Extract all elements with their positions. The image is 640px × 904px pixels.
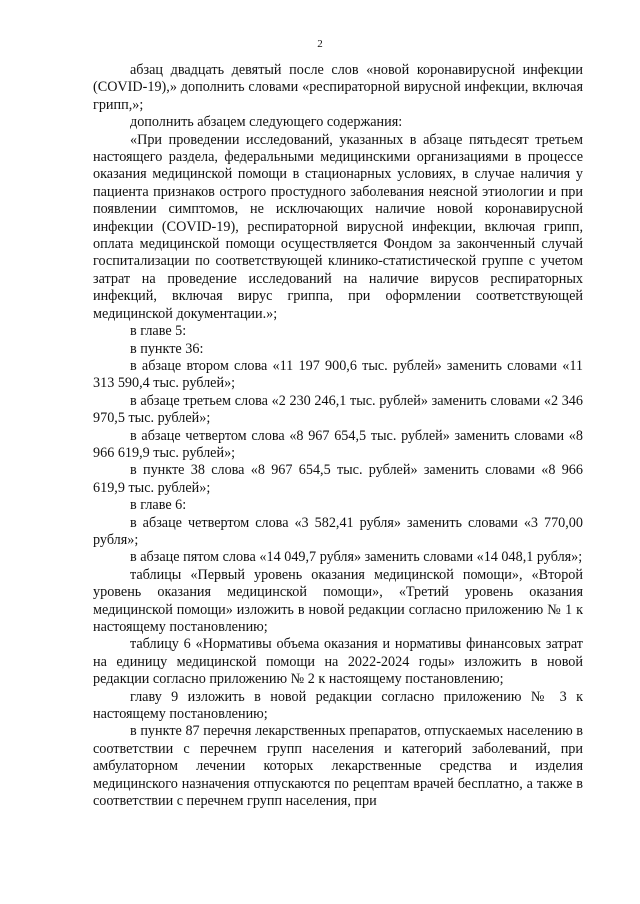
paragraph: в абзаце четвертом слова «8 967 654,5 тыс. рублей» заменить словами «8 966 619,9 тыс. рублей»; (93, 427, 583, 461)
paragraph: в пункте 38 слова «8 967 654,5 тыс. рублей» заменить словами «8 966 619,9 тыс. рублей»; (93, 462, 583, 496)
paragraph: таблицу 6 «Нормативы объема оказания и нормативы финансовых затрат на единицу медицинской помощи на 2022-2024 годы» изложить в новой редакции согласно приложению № 2 к настоящему постановлению; (93, 636, 583, 688)
paragraph: в пункте 36: (130, 340, 204, 357)
paragraph: абзац двадцать девятый после слов «новой коронавирусной инфекции (COVID-19),» дополнить словами «респираторной вирусной инфекции, включая грипп,»; (93, 62, 583, 113)
paragraph: в абзаце третьем слова «2 230 246,1 тыс. рублей» заменить словами «2 346 970,5 тыс. рублей»; (93, 392, 583, 427)
paragraph: главу 9 изложить в новой редакции согласно приложению № 3 к настоящему постановлению; (93, 688, 583, 723)
paragraph: таблицы «Первый уровень оказания медицинской помощи», «Второй уровень оказания медицинской помощи», «Третий уровень оказания медицинской помощи» изложить в новой редакции согласно приложению № 1 к настоящему постановлению; (93, 566, 583, 635)
paragraph: в абзаце втором слова «11 197 900,6 тыс. рублей» заменить словами «11 313 590,4 тыс. рублей»; (93, 357, 583, 392)
page-number: 2 (317, 38, 323, 50)
paragraph: дополнить абзацем следующего содержания: (130, 114, 403, 131)
paragraph: «При проведении исследований, указанных в абзаце пятьдесят третьем настоящего раздела, федеральными медицинскими организациями в процессе оказания медицинской помощи в стационарных условиях, в случае наличия у пациента признаков острого простудного заболевания неясной этиологии и при появлении симптомов, не исключающих наличие новой коронавирусной инфекции (COVID-19), респираторной вирусной инфекции, включая грипп, оплата медицинской помощи осуществляется Фондом за законченный случай госпитализации по соответствующей клинико-статистической группе с учетом затрат на проведение исследований на наличие вирусов респираторных инфекций, включая вирус гриппа, при оформлении соответствующей медицинской документации.»; (93, 131, 583, 322)
paragraph: в пункте 87 перечня лекарственных препаратов, отпускаемых населению в соответствии с перечнем групп населения и категорий заболеваний, при амбулаторном лечении которых лекарственные средства и изделия медицинского назначения отпускаются по рецептам врачей бесплатно, а также в соответствии с перечнем групп населения, при (93, 723, 583, 810)
paragraph: в абзаце пятом слова «14 049,7 рубля» заменить словами «14 048,1 рубля»; (130, 549, 583, 566)
paragraph: в главе 6: (130, 497, 187, 514)
document-body (93, 62, 583, 810)
paragraph: в абзаце четвертом слова «3 582,41 рубля» заменить словами «3 770,00 рубля»; (93, 514, 583, 548)
paragraph: в главе 5: (130, 323, 187, 340)
